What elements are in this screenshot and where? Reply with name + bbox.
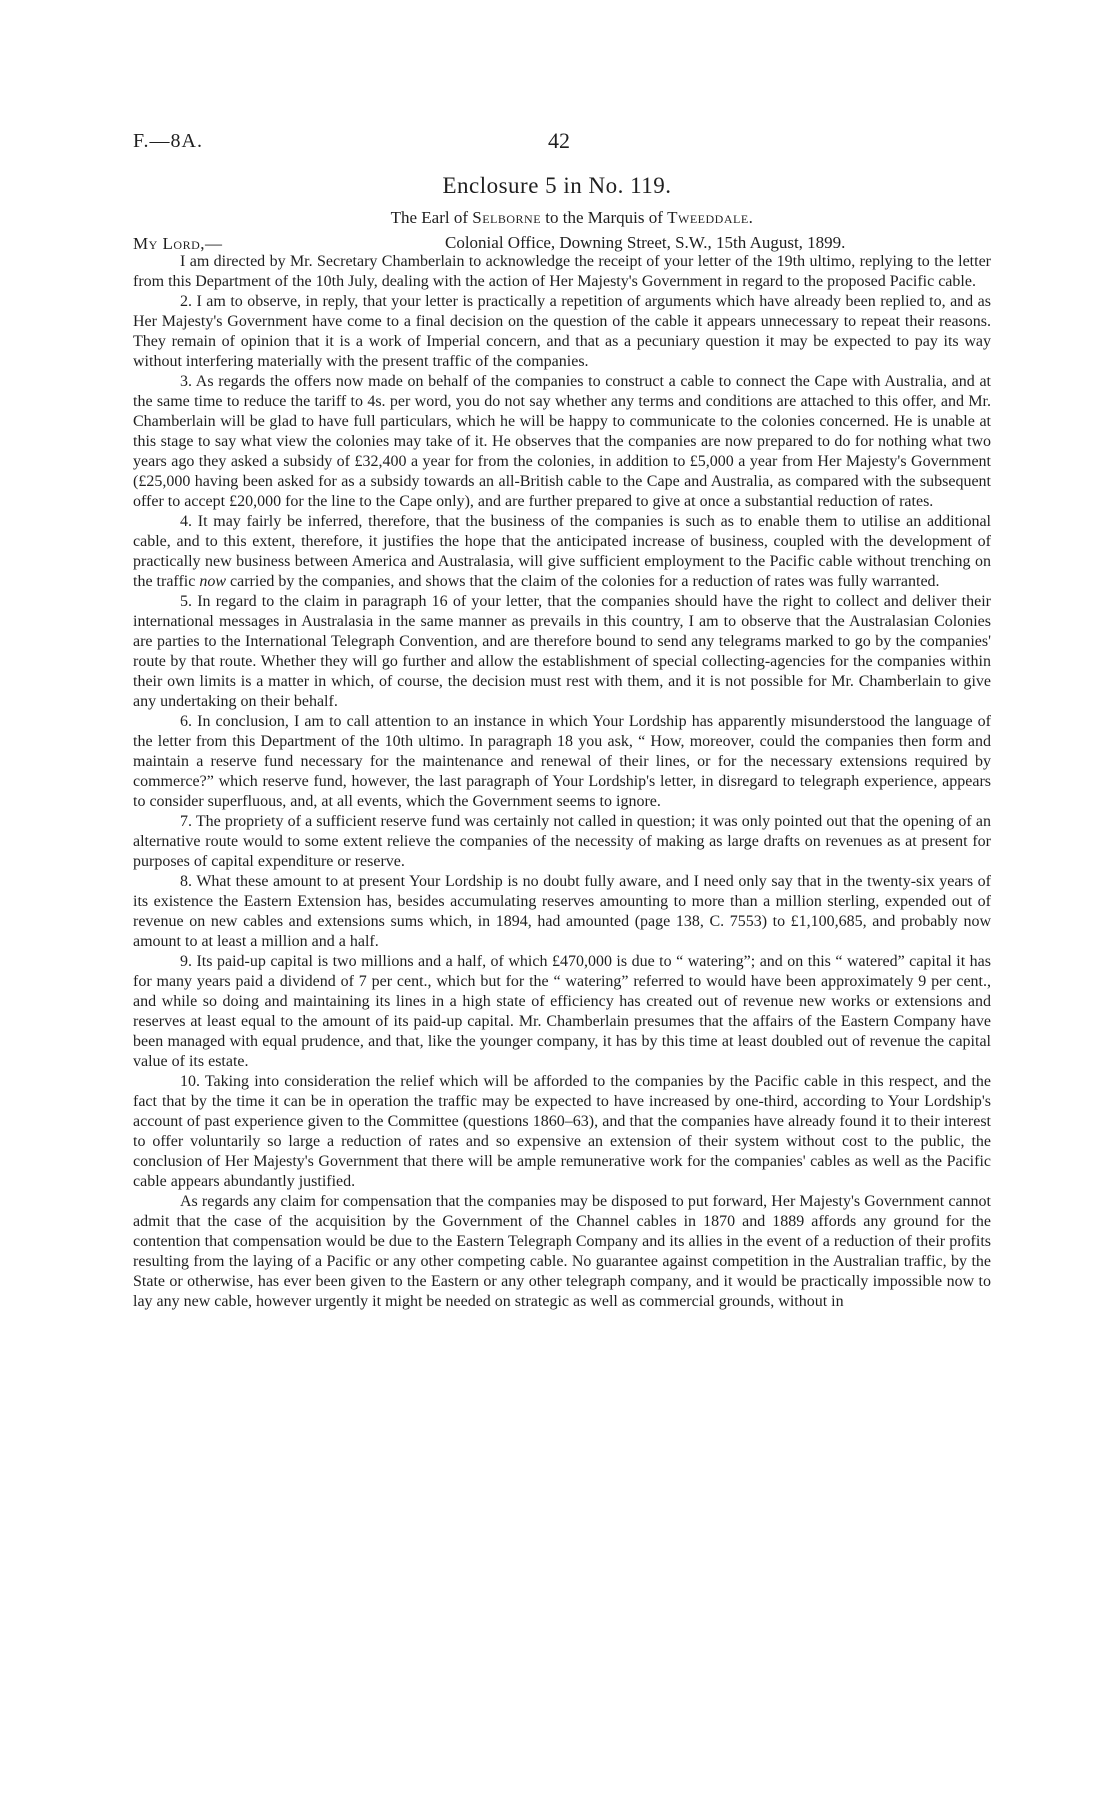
letter-subtitle	[0, 208, 1114, 228]
letter-body	[133, 252, 991, 1312]
page-number: 42	[548, 128, 570, 153]
recipient-name: Tweeddale.	[667, 208, 754, 227]
paragraph-11: As regards any claim for compensation that the companies may be disposed to put forward, Her Majesty's Government cannot admit that the case of the acquisition by the Government of the Channel cables in 1870 and 1889 affords any ground for the contention that compensation would be due to the Eastern Telegraph Company and its allies in the event of a reduction of their profits resulting from the laying of a Pacific or any other competing cable. No guarantee against competition in the Australian traffic, by the State or otherwise, has ever been given to the Eastern or any other telegraph company, and it would be practically impossible now to lay any new cable, however urgently it might be needed on strategic as well as commercial grounds, without in	[133, 1193, 991, 1310]
paragraph-3: 3. As regards the offers now made on behalf of the companies to construct a cable to connect the Cape with Australia, and at the same time to reduce the tariff to 4s. per word, you do not say whether any terms and conditions are attached to this offer, and Mr. Chamberlain will be glad to have full particulars, which he will be happy to communicate to the colonies concerned. He is unable at this stage to say what view the colonies may take of it. He observes that the companies are now prepared to do for nothing what two years ago they asked a subsidy of £32,400 a year for from the colonies, in addition to £5,000 a year from Her Majesty's Government (£25,000 having been asked for as a subsidy towards an all-British cable to the Cape and Australia, as compared with the subsequent offer to accept £20,000 for the line to the Cape only), and are further prepared to give at once a substantial reduction of rates.	[133, 373, 991, 510]
document-reference: F.—8A.	[133, 130, 203, 152]
paragraph-4-emphasis: now	[199, 573, 227, 590]
paragraph-9: 9. Its paid-up capital is two millions and a half, of which £470,000 is due to “ watering”; and on this “ watered” capital it has for many years paid a dividend of 7 per cent., which but for the “ watering” referred to would have been approximately 9 per cent., and while so doing and maintaining its lines in a high state of efficiency has created out of revenue new works or extensions and reserves at least equal to the amount of its paid-up capital. Mr. Chamberlain presumes that the affairs of the Eastern Company have been managed with equal prudence, and that, like the younger company, it has by this time at least doubled out of revenue the capital value of its estate.	[133, 953, 991, 1070]
paragraph-6: 6. In conclusion, I am to call attention to an instance in which Your Lordship has apparently misunderstood the language of the letter from this Department of the 10th ultimo. In paragraph 18 you ask, “ How, moreover, could the companies then form and maintain a reserve fund necessary for the maintenance and renewal of their lines, or for the necessary extensions required by commerce?” which reserve fund, however, the last paragraph of Your Lordship's letter, in disregard to telegraph experience, appears to consider superfluous, and, at all events, which the Government seems to ignore.	[133, 713, 991, 810]
subtitle-prefix: The Earl of	[390, 208, 468, 227]
paragraph-10: 10. Taking into consideration the relief which will be afforded to the companies by the Pacific cable in this respect, and the fact that by the time it can be in operation the traffic may be expected to have increased by one-third, according to Your Lordship's account of past experience given to the Committee (questions 1860–63), and that the companies have already found it to their interest to offer voluntarily so large a reduction of rates and so expensive an extension of their system without cost to the public, the conclusion of Her Majesty's Government that there will be ample remunerative work for the companies' cables as well as the Pacific cable appears abundantly justified.	[133, 1073, 991, 1190]
paragraph-8: 8. What these amount to at present Your Lordship is no doubt fully aware, and I need only say that in the twenty-six years of its existence the Eastern Extension has, besides accumulating reserves amounting to more than a million sterling, expended out of revenue on new cables and extensions sums which, in 1894, had amounted (page 138, C. 7553) to £1,100,685, and probably now amount to at least a million and a half.	[133, 873, 991, 950]
paragraph-7: 7. The propriety of a sufficient reserve fund was certainly not called in question; it was only pointed out that the opening of an alternative route would to some extent relieve the companies of the necessity of making as large drafts on revenues as at present for purposes of capital expenditure or reserve.	[133, 813, 991, 870]
salutation: My Lord,—	[133, 234, 223, 253]
paragraph-2: 2. I am to observe, in reply, that your letter is practically a repetition of arguments which have already been replied to, and as Her Majesty's Government have come to a final decision on the question of the cable it appears unnecessary to repeat their reasons. They remain of opinion that it is a work of Imperial concern, and that as a pecuniary question it may be expected to pay its way without interfering materially with the present traffic of the companies.	[133, 293, 991, 370]
enclosure-title: Enclosure 5 in No. 119.	[442, 173, 672, 198]
paragraph-4	[133, 512, 991, 592]
paragraph-1: I am directed by Mr. Secretary Chamberlain to acknowledge the receipt of your letter of the 19th ultimo, replying to the letter from this Department of the 10th July, dealing with the action of Her Majesty's Government in regard to the proposed Pacific cable.	[133, 253, 991, 290]
paragraph-5: 5. In regard to the claim in paragraph 16 of your letter, that the companies should have the right to collect and deliver their international messages in Australasia in the same manner as prevails in this country, I am to observe that the Australasian Colonies are parties to the International Telegraph Convention, and are therefore bound to send any telegrams marked to go by the companies' route by that route. Whether they will go further and allow the establishment of special collecting-agencies for the companies within their own limits is a matter in which, of course, the decision must rest with them, and it is not possible for Mr. Chamberlain to give any undertaking on their behalf.	[133, 593, 991, 710]
paragraph-4-part-2: carried by the companies, and shows that the claim of the colonies for a reduction of rates was fully warranted.	[230, 573, 940, 590]
sender-name: Selborne	[472, 208, 542, 227]
address-date: Colonial Office, Downing Street, S.W., 15th August, 1899.	[445, 233, 846, 252]
paragraph-4-part-1: 4. It may fairly be inferred, therefore, that the business of the companies is such as to enable them to utilise an additional cable, and to this extent, therefore, it justifies the hope that the anticipated increase of business, coupled with the development of practically new business between America and Australasia, will give sufficient employment to the Pacific cable without trenching on the traffic	[133, 513, 991, 590]
subtitle-mid: to the Marquis of	[545, 208, 663, 227]
